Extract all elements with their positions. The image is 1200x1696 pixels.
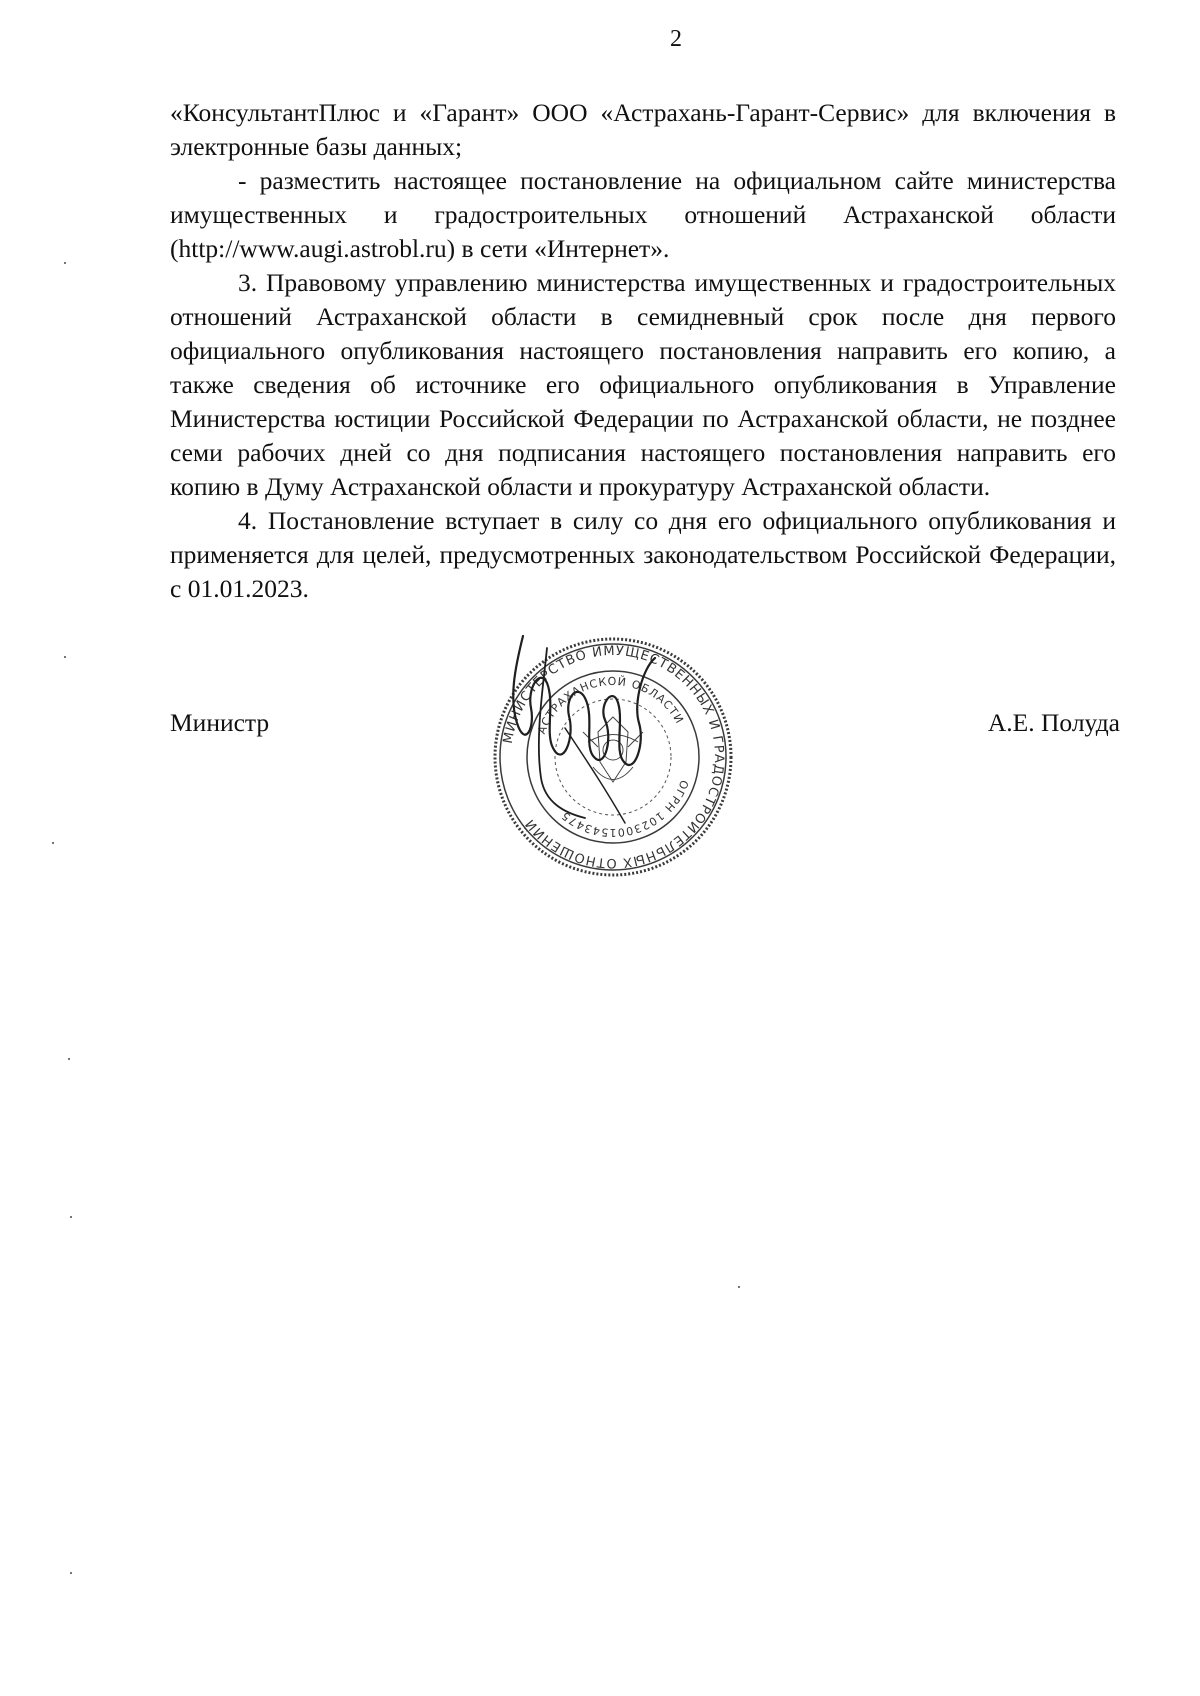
page-number: 2 xyxy=(670,26,682,52)
handwritten-signature xyxy=(505,628,665,828)
scan-speck xyxy=(64,262,66,264)
seal-outer-text: МИНИСТЕРСТВО ИМУЩЕСТВЕННЫХ И ГРАДОСТРОИТЕЛЬНЫХ ОТНОШЕНИЙ xyxy=(500,643,727,871)
paragraph-item-4: 4. Постановление вступает в силу со дня его официального опубликования и применяется для целей, предусмотренных законодательством Российской Федерации, с 01.01.2023. xyxy=(170,506,1116,603)
paragraph-publish-site: - разместить настоящее постановление на официальном сайте министерства имущественных и градостроительных отношений Астраханской области (http://www.augi.astrobl.ru) в сети «Интернет». xyxy=(170,166,1116,263)
seal-inner-text: АСТРАХАНСКОЙ ОБЛАСТИ xyxy=(535,674,687,736)
scan-speck xyxy=(738,1286,740,1288)
scan-speck xyxy=(68,1058,70,1060)
paragraph-continuation: «КонсультантПлюс и «Гарант» ООО «Астрахань-Гарант-Сервис» для включения в электронные базы данных; xyxy=(170,98,1116,161)
scan-speck xyxy=(70,1572,72,1574)
document-body xyxy=(170,96,1116,606)
seal-code-text: ОГРН 1023001543475 xyxy=(558,778,691,840)
scan-speck xyxy=(64,656,66,658)
paragraph-item-3: 3. Правовому управлению министерства имущественных и градостроительных отношений Астраханской области в семидневный срок после дня первого официального опубликования настоящего постановления направить его копию, а также сведения об источнике его официального опубликования в Управление Министерства юстиции Российской Федерации по Астраханской области, не позднее семи рабочих дней со дня подписания настоящего постановления направить его копию в Думу Астраханской области и прокуратуру Астраханской области. xyxy=(170,268,1116,501)
scan-speck xyxy=(52,842,54,844)
signatory-title: Министр xyxy=(170,708,270,737)
signatory-name: А.Е. Полуда xyxy=(987,708,1120,737)
scan-speck xyxy=(70,1216,72,1218)
